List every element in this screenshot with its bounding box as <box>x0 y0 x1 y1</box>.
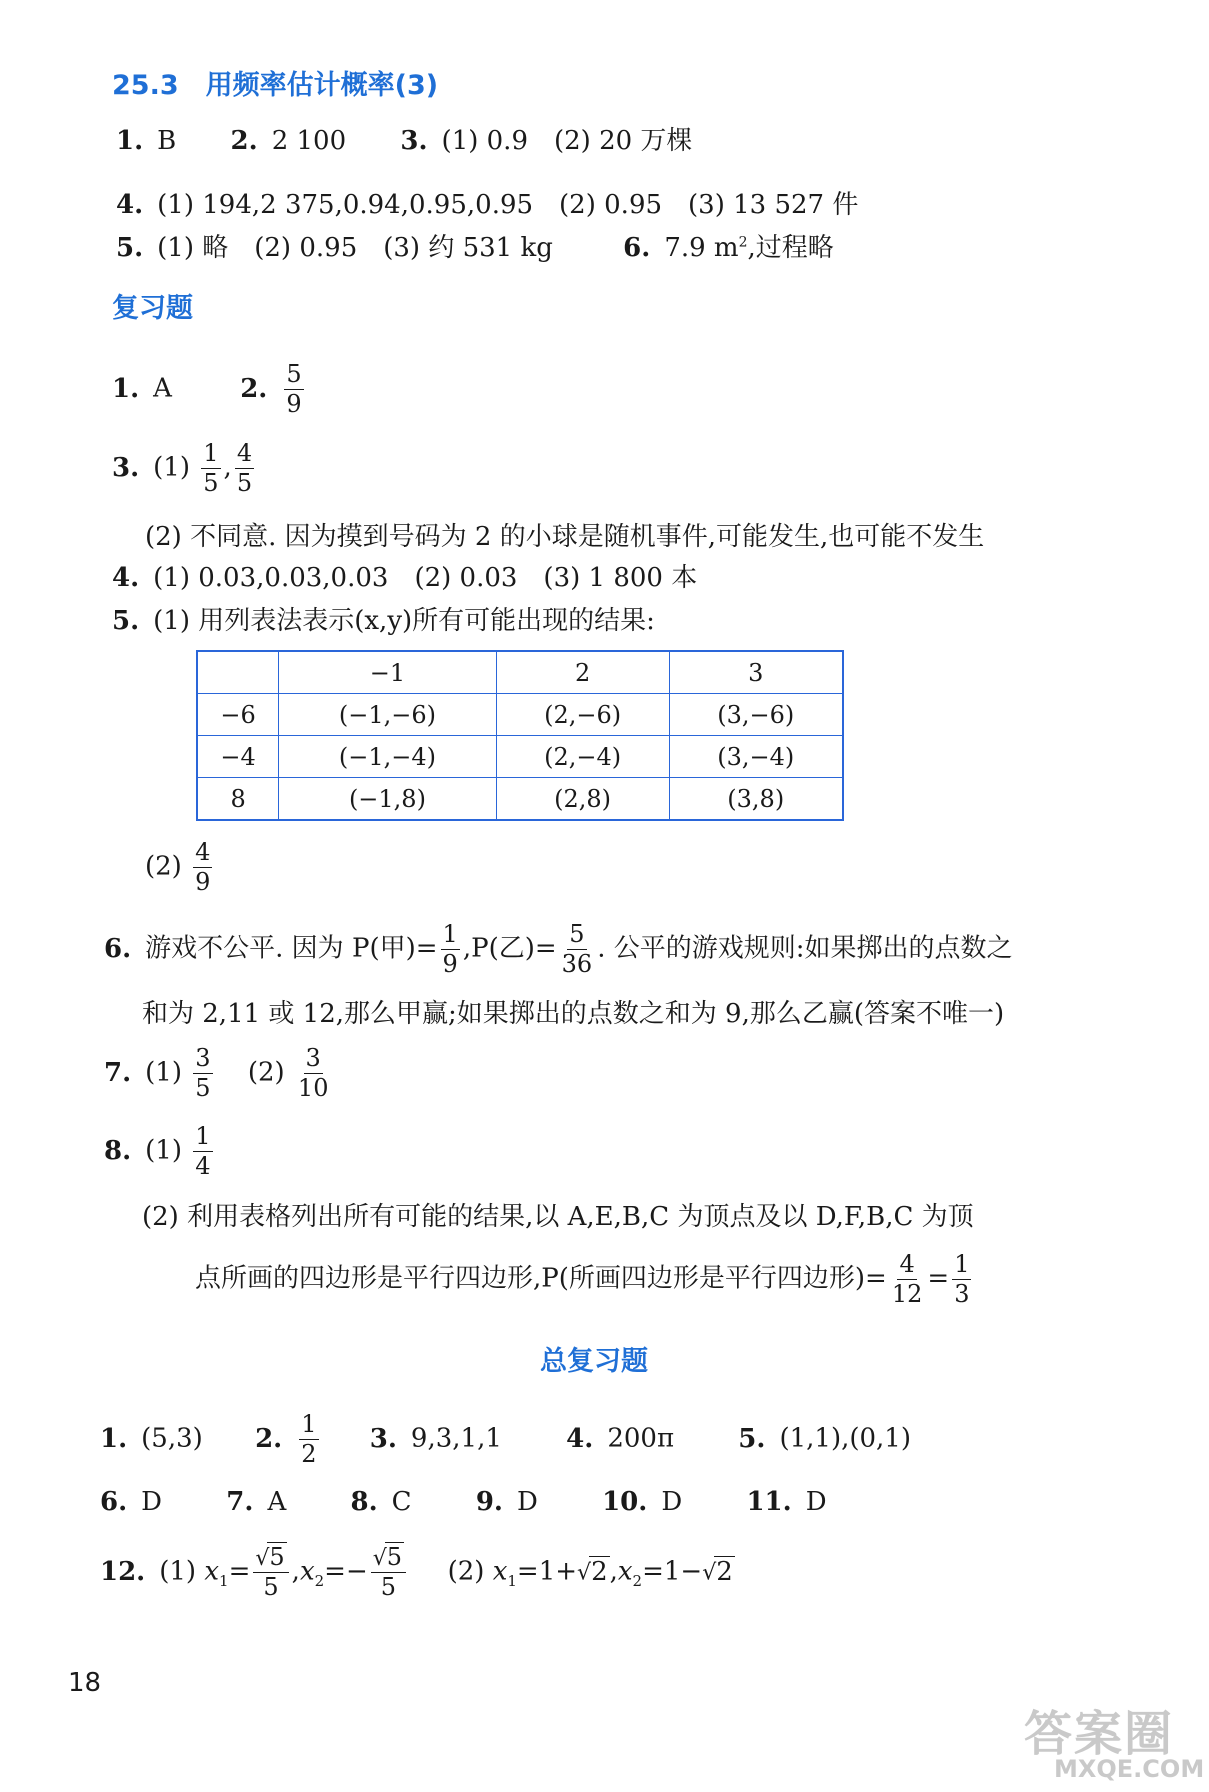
answer-text: D <box>141 1487 163 1517</box>
q-number: 10. <box>602 1487 648 1517</box>
fraction <box>193 1124 212 1179</box>
q-number: 2. <box>230 126 258 156</box>
q-number: 6. <box>104 933 132 964</box>
part-label: (2) <box>145 851 182 882</box>
answer-text: (1) 0.9 (2) 20 万棵 <box>441 126 693 156</box>
q-number: 8. <box>104 1135 132 1166</box>
section-title-25-3: 25.3 用频率估计概率(3) <box>112 70 439 101</box>
fraction <box>441 922 460 977</box>
denominator: 9 <box>286 390 302 419</box>
q-number: 5. <box>112 606 140 636</box>
q-number: 4. <box>566 1423 594 1454</box>
review-q4 <box>112 563 697 594</box>
q-number: 5. <box>116 233 144 263</box>
table-cell: (3,−4) <box>669 736 843 778</box>
q-number: 4. <box>112 563 140 593</box>
fraction <box>253 1545 288 1600</box>
fraction <box>193 1046 212 1101</box>
equals-minus: =− <box>324 1556 368 1587</box>
fraction <box>193 840 212 895</box>
radicand: 2 <box>591 1556 608 1587</box>
section-title-general-review: 总复习题 <box>540 1346 648 1377</box>
subscript: 2 <box>632 1571 643 1590</box>
subscript: 1 <box>219 1571 229 1590</box>
answer-text: 9,3,1,1 <box>410 1423 502 1454</box>
answer-text: ,P(乙)= <box>462 933 557 964</box>
table-cell: (2,−4) <box>496 736 669 778</box>
sqrt-icon: √ <box>372 1546 387 1571</box>
answer-text: D <box>661 1487 683 1517</box>
q-number: 3. <box>369 1423 397 1454</box>
fraction <box>284 362 303 417</box>
part-label: (1) <box>145 1057 182 1088</box>
answer-text: . 公平的游戏规则:如果掷出的点数之 <box>597 933 1013 964</box>
review-q5 <box>112 606 655 637</box>
radicand: 5 <box>386 1543 403 1571</box>
numerator: 4 <box>193 840 212 868</box>
denominator: 2 <box>301 1440 317 1469</box>
equals-minus: =1− <box>642 1556 703 1587</box>
numerator <box>371 1545 406 1573</box>
radicand: 5 <box>269 1543 285 1571</box>
general-row-3 <box>100 1545 735 1600</box>
table-cell: (2,−6) <box>496 694 669 736</box>
q-number: 7. <box>226 1487 254 1517</box>
page-number: 18 <box>68 1668 102 1698</box>
comma: , <box>223 452 232 483</box>
fraction <box>296 1046 331 1101</box>
subscript: 2 <box>314 1571 325 1590</box>
fraction <box>371 1545 406 1600</box>
table-cell: 2 <box>496 651 669 694</box>
q-number: 6. <box>623 233 651 263</box>
answer-text: 游戏不公平. 因为 P(甲)= <box>145 933 438 964</box>
equals: = <box>927 1263 950 1294</box>
comma: , <box>291 1556 300 1587</box>
answer-text: (1) 194,2 375,0.94,0.95,0.95 (2) 0.95 (3) 13 527 件 <box>157 190 859 220</box>
fraction <box>952 1252 971 1307</box>
variable: x <box>299 1556 315 1587</box>
table-cell: 8 <box>197 778 279 821</box>
denominator: 10 <box>297 1074 329 1103</box>
answer-text: D <box>805 1487 827 1517</box>
watermark-text: MXQE.COM <box>1054 1755 1205 1783</box>
q-number: 1. <box>116 126 144 156</box>
watermark-logo <box>1020 1695 1205 1785</box>
q-number: 5. <box>738 1423 766 1454</box>
q-number: 1. <box>112 373 140 404</box>
fraction <box>560 922 595 977</box>
fraction <box>890 1252 925 1307</box>
denominator: 5 <box>380 1573 397 1602</box>
q-number: 4. <box>116 190 144 220</box>
numerator: 4 <box>897 1252 916 1280</box>
radicand: 2 <box>716 1556 733 1587</box>
numerator: 4 <box>235 441 254 469</box>
review-q8-line2: (2) 利用表格列出所有可能的结果,以 A,E,B,C 为顶点及以 D,F,B,C 为顶 <box>142 1202 974 1232</box>
q-number: 7. <box>104 1057 132 1088</box>
denominator: 9 <box>195 868 211 897</box>
denominator: 5 <box>195 1074 211 1103</box>
table-row <box>197 694 843 736</box>
answer-text: (1,1),(0,1) <box>779 1423 911 1454</box>
review-q3 <box>112 441 257 496</box>
denominator: 12 <box>891 1280 923 1309</box>
denominator: 4 <box>195 1152 211 1181</box>
sqrt-icon: √ <box>255 1546 270 1571</box>
answer-line-1-3 <box>116 126 692 157</box>
review-q1-q2 <box>112 362 307 417</box>
variable: x <box>204 1556 220 1587</box>
numerator: 3 <box>304 1046 323 1074</box>
table-row <box>197 778 843 821</box>
equals-plus: =1+ <box>516 1556 578 1587</box>
answer-text: A <box>267 1487 287 1517</box>
superscript: 2 <box>738 234 748 251</box>
answer-text: 点所画的四边形是平行四边形,P(所画四边形是平行四边形)= <box>195 1263 887 1294</box>
q-number: 1. <box>100 1423 128 1454</box>
outcome-table <box>196 650 844 821</box>
answer-text: 7.9 m <box>664 233 739 263</box>
equals: = <box>228 1556 251 1587</box>
review-q6 <box>104 922 1013 977</box>
q-number: 2. <box>255 1423 283 1454</box>
q-number: 3. <box>112 452 140 483</box>
fraction <box>201 441 220 496</box>
numerator: 1 <box>193 1124 212 1152</box>
numerator: 1 <box>299 1412 318 1440</box>
q-number: 12. <box>100 1556 146 1587</box>
answer-text: (1) 0.03,0.03,0.03 (2) 0.03 (3) 1 800 本 <box>153 563 698 593</box>
denominator: 9 <box>442 950 458 979</box>
answer-text: B <box>157 126 177 156</box>
q-number: 2. <box>240 373 268 404</box>
review-q8 <box>104 1124 216 1179</box>
table-cell: (−1,−4) <box>279 736 496 778</box>
denominator: 5 <box>236 469 253 498</box>
answer-text: 2 100 <box>271 126 347 156</box>
q-number: 11. <box>746 1487 792 1517</box>
answer-text: D <box>516 1487 538 1517</box>
review-q7 <box>104 1046 333 1101</box>
review-q8-line3 <box>195 1252 974 1307</box>
part-label: (2) <box>247 1057 285 1088</box>
part-label: (1) <box>159 1556 197 1587</box>
variable: x <box>492 1556 508 1587</box>
numerator <box>253 1545 288 1573</box>
answer-line-5-6 <box>116 233 834 264</box>
review-q6-line2: 和为 2,11 或 12,那么甲赢;如果掷出的点数之和为 9,那么乙赢(答案不唯一) <box>142 999 1005 1029</box>
answer-text: (5,3) <box>141 1423 203 1454</box>
table-cell: −1 <box>279 651 496 694</box>
answer-text: (1) 用列表法表示(x,y)所有可能出现的结果: <box>153 606 655 636</box>
review-q3-part2: (2) 不同意. 因为摸到号码为 2 的小球是随机事件,可能发生,也可能不发生 <box>145 522 985 552</box>
denominator: 5 <box>203 469 219 498</box>
table-cell: (3,8) <box>669 778 843 821</box>
numerator: 3 <box>193 1046 212 1074</box>
denominator: 5 <box>263 1573 279 1602</box>
part-label: (1) <box>145 1135 182 1166</box>
numerator: 1 <box>952 1252 971 1280</box>
denominator: 36 <box>561 950 593 979</box>
fraction <box>299 1412 318 1467</box>
q-number: 8. <box>350 1487 378 1517</box>
numerator: 5 <box>284 362 303 390</box>
fraction <box>235 441 254 496</box>
numerator: 1 <box>441 922 460 950</box>
comma: , <box>609 1556 618 1587</box>
table-header-row <box>197 651 843 694</box>
subscript: 1 <box>507 1571 517 1590</box>
answer-line-4 <box>116 190 858 221</box>
table-cell: (−1,−6) <box>279 694 496 736</box>
denominator: 3 <box>954 1280 970 1309</box>
part-label: (2) <box>447 1556 485 1587</box>
table-cell: (3,−6) <box>669 694 843 736</box>
numerator: 5 <box>567 922 586 950</box>
q-number: 9. <box>475 1487 503 1517</box>
q-number: 3. <box>400 126 428 156</box>
q-number: 6. <box>100 1487 128 1517</box>
table-cell: (2,8) <box>496 778 669 821</box>
answer-text: 200π <box>607 1423 675 1454</box>
sqrt-icon: √ <box>702 1560 717 1586</box>
table-cell <box>197 651 279 694</box>
answer-text: ,过程略 <box>747 233 834 263</box>
sqrt-icon: √ <box>577 1560 592 1586</box>
variable: x <box>617 1556 633 1587</box>
table-cell: −6 <box>197 694 279 736</box>
general-row-1 <box>100 1412 911 1467</box>
watermark-mark: 答案圈 <box>1024 1706 1175 1762</box>
section-title-review: 复习题 <box>112 293 193 324</box>
general-row-2 <box>100 1487 827 1518</box>
answer-text: C <box>391 1487 412 1517</box>
table-cell: (−1,8) <box>279 778 496 821</box>
review-q5-part2 <box>145 840 215 895</box>
answer-text: A <box>153 373 172 404</box>
part-label: (1) <box>153 452 190 483</box>
table-cell: 3 <box>669 651 843 694</box>
numerator: 1 <box>201 441 220 469</box>
table-cell: −4 <box>197 736 279 778</box>
table-row <box>197 736 843 778</box>
answer-text: (1) 略 (2) 0.95 (3) 约 531 kg <box>157 233 553 263</box>
